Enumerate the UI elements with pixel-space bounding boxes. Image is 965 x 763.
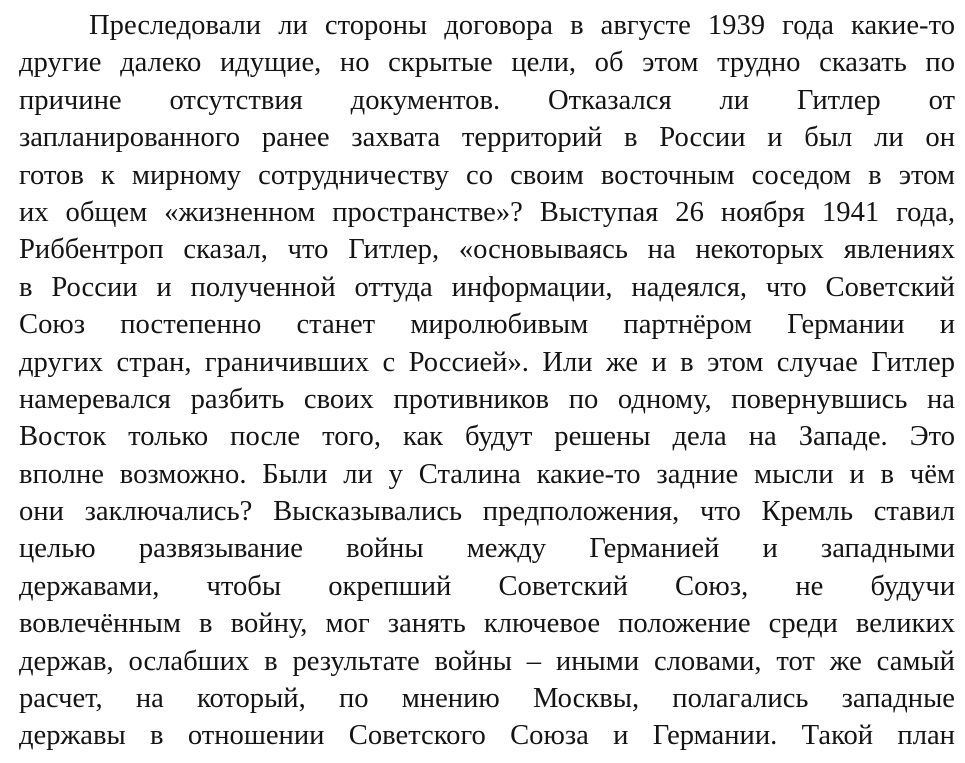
text-line-12: Восток только после того, как будут решены дела на Западе. Это (19, 421, 955, 453)
text-line-3: причине отсутствия документов. Отказался ли Гитлер от (19, 84, 955, 116)
text-line-16: державами, чтобы окрепший Советский Союз, не будучи (19, 570, 955, 602)
text-line-8: в России и полученной оттуда информации, надеялся, что Советский (19, 271, 955, 303)
text-line-1: Преследовали ли стороны договора в августе 1939 года какие-то (89, 10, 955, 41)
text-paragraph (19, 7, 955, 755)
text-line-14: они заключались? Высказывались предположения, что Кремль ставил (19, 496, 955, 528)
text-line-20: державы в отношении Советского Союза и Германии. Такой план (19, 720, 955, 752)
text-line-10: других стран, граничивших с Россией». Или же и в этом случае Гитлер (19, 346, 955, 378)
text-line-19: расчет, на который, по мнению Москвы, полагались западные (19, 683, 955, 715)
document-page (19, 7, 955, 755)
text-line-17: вовлечённым в войну, мог занять ключевое положение среди великих (19, 608, 955, 640)
text-line-7: Риббентроп сказал, что Гитлер, «основываясь на некоторых явлениях (19, 234, 955, 266)
text-line-15: целью развязывание войны между Германией и западными (19, 533, 955, 565)
text-line-5: готов к мирному сотрудничеству со своим восточным соседом в этом (19, 159, 955, 191)
text-line-11: намеревался разбить своих противников по одному, повернувшись на (19, 383, 955, 415)
text-line-9: Союз постепенно станет миролюбивым партнёром Германии и (19, 309, 955, 341)
text-line-4: запланированного ранее захвата территорий в России и был ли он (19, 122, 955, 154)
text-line-13: вполне возможно. Были ли у Сталина какие-то задние мысли и в чём (19, 458, 955, 490)
text-line-6: их общем «жизненном пространстве»? Выступая 26 ноября 1941 года, (19, 196, 955, 228)
text-line-2: другие далеко идущие, но скрытые цели, об этом трудно сказать по (19, 47, 955, 79)
text-line-18: держав, ослабших в результате войны – иными словами, тот же самый (19, 645, 955, 677)
